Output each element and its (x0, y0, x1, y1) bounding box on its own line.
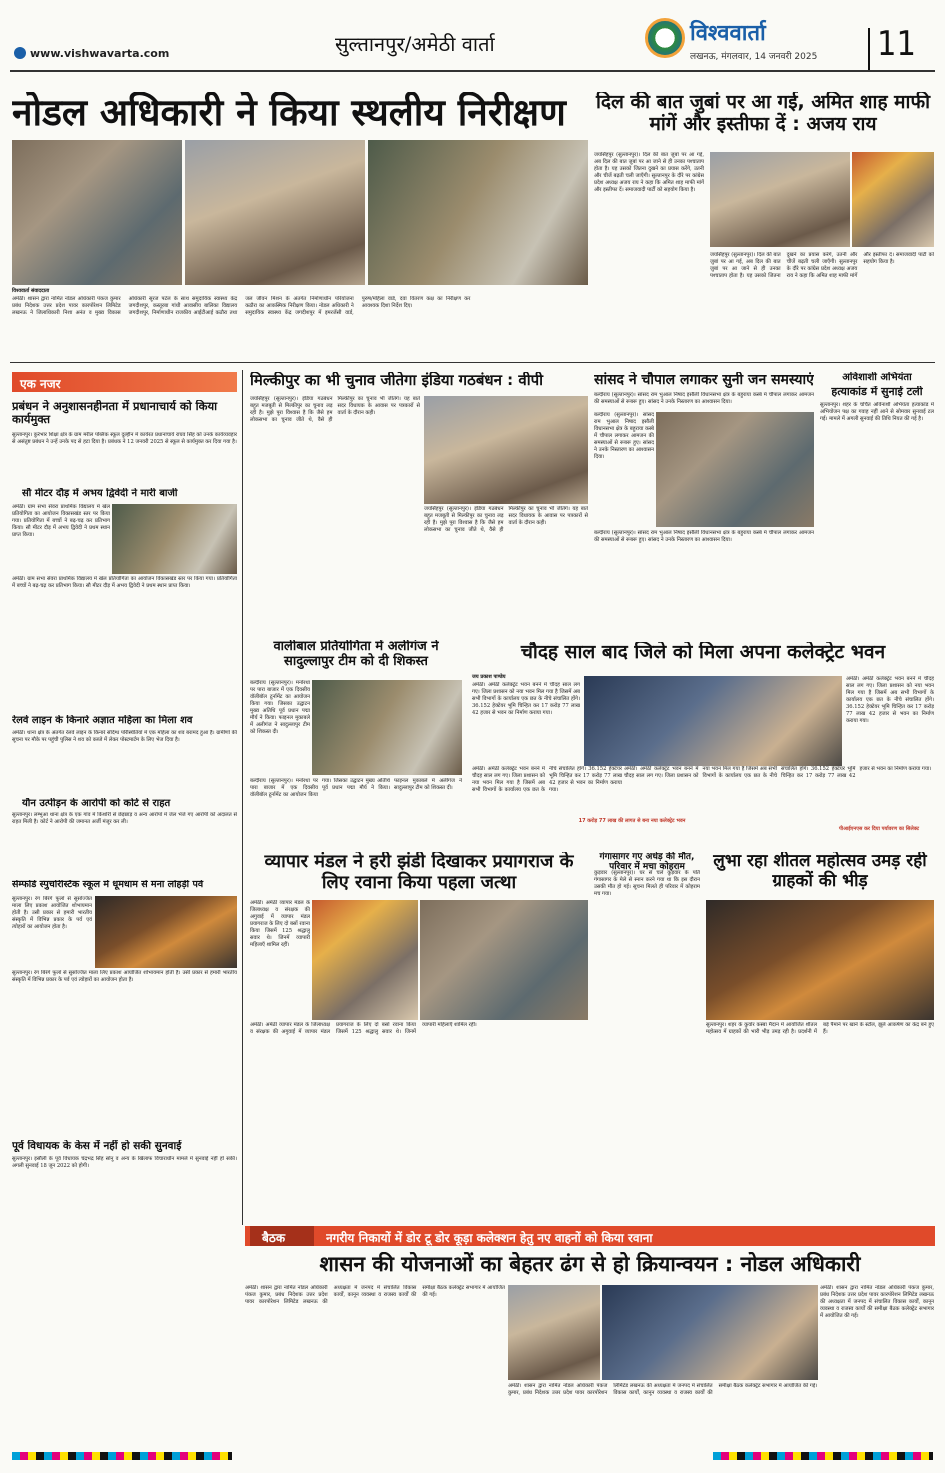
nazar-1-headline: प्रबंधन ने अनुशासनहीनता में प्रधानाचार्य को किया कार्यमुक्त (12, 400, 218, 427)
nazar-2-headline: सौ मीटर दौड़ में अभय द्विवेदी ने मारी बाजी (22, 488, 178, 499)
sansad-body-cont: बल्दीराय (सुल्तानपुर)। सांसद राम भुआल निषाद इसौली विधानसभा क्षेत्र के बहुराया कस्बे में चौपाल लगाकर आमजन की समस्याओं से रूबरू हुए। सांसद ने उनके निस्तारण का आश्वासन दिया। (594, 530, 814, 543)
page-number: 11 (877, 24, 916, 64)
collectorate-headline: चौदह साल बाद जिले को मिला अपना कलेक्ट्रेट भवन (520, 642, 886, 663)
column-rule (242, 370, 243, 1225)
collectorate-highlight-2: पीआईएनएस कर दिया पर्यावरण का सिलेक्ट (838, 826, 920, 832)
collectorate-side: अमेठी। अमेठी कलेक्ट्रेट भवन बनने में चौदह साल लग गए। जिला प्रशासन को नया भवन मिल गया है जिसमें अब सभी विभागों के कार्यालय एक छत के नीचे संचालित होंगे। 36.152 हेक्टेयर भूमि चिन्हित कर 17 करोड़ 77 लाख 42 हजार से भवन का निर्माण कराया गया। (846, 676, 934, 724)
bottom-photo-1 (508, 1285, 600, 1380)
collectorate-highlight-1: 17 करोड़ 77 लाख की लागत से बना नया कलेक्ट्रेट भवन (578, 818, 686, 824)
volleyball-body: बल्दीराय (सुल्तानपुर)। मनोरथा पर पारा बाजार में एक दिवसीय वॉलीबॉल टूर्नामेंट का आयोजन किया गया। जिसका उद्घाटन मुख्य अतिथि पूर्व प्रधान पद्मा मौर्य ने किया। फाइनल मुकाबले में अलीगंज ने सादुल्लापुर टीम को शिकस्त दी। (250, 680, 310, 735)
brand-name: विश्ववार्ता (690, 21, 766, 46)
collectorate-body: अमेठी। अमेठी कलेक्ट्रेट भवन बनने में चौदह साल लग गए। जिला प्रशासन को नया भवन मिल गया है जिसमें अब सभी विभागों के कार्यालय एक छत के नीचे संचालित होंगे। 36.152 हेक्टेयर भूमि चिन्हित कर 17 करोड़ 77 लाख 42 हजार से भवन का निर्माण कराया गया। (472, 682, 580, 716)
ek-nazar-label: एक नजर (20, 377, 61, 391)
sansad-body: बल्दीराय (सुल्तानपुर)। सांसद राम भुआल निषाद इसौली विधानसभा क्षेत्र के बहुराया कस्बे में चौपाल लगाकर आमजन की समस्याओं से रूबरू हुए। सांसद ने उनके निस्तारण का आश्वासन दिया। (594, 412, 654, 460)
nazar-4-headline: यौन उत्पीड़न के आरोपी को कोर्ट से राहत (22, 798, 171, 809)
lead-headline: नोडल अधिकारी ने किया स्थलीय निरीक्षण (12, 92, 566, 134)
color-registration-strip-right (713, 1452, 933, 1460)
vishwavarta-logo (645, 18, 685, 58)
collectorate-byline: जय प्रकाश पाण्डेय (472, 674, 506, 680)
nazar-6-body: सुल्तानपुर। इसौली के पूर्व विधायक चंद्रभद्र सिंह सोनू व अन्य के खिलाफ विचाराधीन मामले में सुनवाई नहीं हो सकी। अगली सुनवाई 18 जून 2022 को होगी। (12, 1156, 237, 1169)
lead-body: अमेठी। शासन द्वारा नामित नोडल अधिकारी पंकज कुमार प्रबंध निदेशक उत्तर प्रदेश पावर कारपोरेशन लिमिटेड लखनऊ ने जिलाधिकारी निशा अनंत व मुख्य विकास अधिकारी सूरज पटेल के साथ समुदायिक स्वास्थ्य केंद्र जगदीशपुर, कस्तूरबा गांधी आवासीय बालिका विद्यालय जगदीशपुर, निर्माणाधीन राजकीय आईटीआई कठौरा तथा जल जीवन मिशन के अंतर्गत निर्माणाधीन परियोजना कठौरा का आकस्मिक निरीक्षण किया। नोडल अधिकारी ने समुदायिक स्वास्थ्य केंद्र जगदीशपुर में इमरजेंसी वार्ड, पुरुष/महिला वार्ड, दवा वितरण कक्ष का निरीक्षण कर आवश्यक दिशा निर्देश दिए। (12, 296, 471, 316)
site-url[interactable]: www.vishwavarta.com (30, 47, 170, 60)
nazar-2-body-cont: अमेठी। ग्राम सभा सेवरा प्राथमिक विद्यालय में खेल प्रतियोगिता का आयोजन विकासखंड स्तर पर किया गया। प्रतियोगिता में बच्चों ने बढ़-चढ़ कर प्रतिभाग किया। सौ मीटर दौड़ में अभय द्विवेदी ने प्रथम स्थान प्राप्त किया। (12, 576, 237, 589)
nazar-5-photo (95, 896, 237, 968)
milkipur-body: जयसिंहपुर (सुल्तानपुर)। इंडिया गठबंधन बहुत मजबूती से मिल्कीपुर का चुनाव लड़ रही है। मुझे पूरा विश्वास है कि जैसे हम लोकसभा का चुनाव जीते थे, वैसे ही मिल्कीपुर का चुनाव भी जीतेंगे। यह बातें सदर विधायक के आवास पर पत्रकारों से वार्ता के दौरान कही। (250, 396, 420, 423)
prayagraj-body: अमेठी। अमेठी व्यापार मंडल के जिलाध्यक्ष व संरक्षक की अगुवाई में व्यापार मंडल प्रयागराज के लिए दो बसों रवाना किया जिसमें 125 श्रद्धालु सवार थे। जिनमें व्यापारी महिलाएँ शामिल रहीं। (250, 900, 310, 948)
amitshah-headline: दिल की बात जुबां पर आ गई, अमित शाह माफी मांगें और इस्तीफा दें : अजय राय (595, 92, 931, 135)
bottom-photo-2 (602, 1285, 818, 1380)
hayakand-headline: हत्याकांड में सुनाई टली (831, 386, 923, 398)
bottom-side: अमेठी। शासन द्वारा नामित नोडल अधिकारी पंकज कुमार, प्रबंध निदेशक उत्तर प्रदेश पावर कारपोरेशन लिमिटेड लखनऊ की अध्यक्षता में जनपद में संचालित विकास कार्यों, कानून व्यवस्था व राजस्व कार्यों की समीक्षा बैठक कलेक्ट्रेट सभागार में आयोजित की गई। (820, 1285, 934, 1319)
sheetal-headline: लुभा रहा शीतल महोत्सव उमड़ रही ग्राहकों की भीड़ (713, 852, 927, 891)
amitshah-photo-1 (710, 152, 850, 247)
row-rule-1 (10, 362, 935, 363)
nazar-3-headline: रेलवे लाइन के किनारे अज्ञात महिला का मिला शव (12, 715, 193, 726)
collectorate-photo (584, 676, 842, 766)
hayakand-body: सुल्तानपुर। शहर के चर्चित अविनाशी अभियंता हत्याकांड में अभियोजन पक्ष का गवाह नहीं आने से सोमवार सुनवाई टल गई। मामले में अगली सुनवाई की तिथि नियत की गई है। (820, 402, 934, 422)
nazar-4-body: सुल्तानपुर। लम्भुआ थाना क्षेत्र के एक गांव में किशोरी से छेड़छाड़ व अन्य आरोपों में जेल भेजे गए आरोपी को अदालत से राहत मिली है। कोर्ट ने आरोपी की जमानत अर्जी मंजूर कर ली। (12, 812, 237, 825)
collectorate-body-cont: अमेठी। अमेठी कलेक्ट्रेट भवन बनने में चौदह साल लग गए। जिला प्रशासन को नया भवन मिल गया है जिसमें अब सभी विभागों के कार्यालय एक छत के नीचे संचालित होंगे। 36.152 हेक्टेयर भूमि चिन्हित कर 17 करोड़ 77 लाख 42 हजार से भवन का निर्माण कराया गया। (472, 766, 622, 793)
sansad-headline: सांसद ने चौपाल लगाकर सुनी जन समस्याएं (594, 372, 814, 388)
gangasagar-headline: गंगासागर गए अधेड़ की मौत, परिवार में मचा कोहराम (599, 852, 695, 873)
browser-icon (14, 47, 26, 59)
sheetal-body: सुल्तानपुर। शहर के कुर्वार कस्बा मैदान में आयोजित शीतल महोत्सव में ग्राहकों की भारी भीड़ उमड़ रही है। प्रदर्शनी में बड़े पैमाने पर खाने के स्टॉल, झूले आकर्षण का केंद्र बने हुए हैं। (706, 1022, 934, 1035)
dateline: लखनऊ, मंगलवार, 14 जनवरी 2025 (690, 52, 818, 62)
sansad-lede: बल्दीराय (सुल्तानपुर)। सांसद राम भुआल निषाद इसौली विधानसभा क्षेत्र के बहुराया कस्बे में चौपाल लगाकर आमजन की समस्याओं से रूबरू हुए। सांसद ने उनके निस्तारण का आश्वासन दिया। (594, 392, 814, 405)
volleyball-body-cont: बल्दीराय (सुल्तानपुर)। मनोरथा पर पारा बाजार में एक दिवसीय वॉलीबॉल टूर्नामेंट का आयोजन किया गया। जिसका उद्घाटन मुख्य अतिथि पूर्व प्रधान पद्मा मौर्य ने किया। फाइनल मुकाबले में अलीगंज ने सादुल्लापुर टीम को शिकस्त दी। (250, 778, 462, 798)
amitshah-body-cont: जयसिंहपुर (सुल्तानपुर)। दिल की बात जुबां पर आ गई, अब दिल की बात जुबां पर आ जाने से ही उनका पश्चाताप होता है। यह उसको जितना दुखने का प्रयास करेंगे, उतनी और चीजें बढ़ती चली जाएँगी। सुल्तानपुर के दौरे पर कांग्रेस प्रदेश अध्यक्ष अजय राय ने कहा कि अमित शाह माफी मांगें और इस्तीफा दें। समाजवादी पार्टी को सहयोग किया है। (710, 252, 934, 279)
bottom-body-cont: अमेठी। शासन द्वारा नामित नोडल अधिकारी पंकज कुमार, प्रबंध निदेशक उत्तर प्रदेश पावर कारपोरेशन लिमिटेड लखनऊ की अध्यक्षता में जनपद में संचालित विकास कार्यों, कानून व्यवस्था व राजस्व कार्यों की समीक्षा बैठक कलेक्ट्रेट सभागार में आयोजित की गई। (508, 1383, 818, 1396)
bottom-body: अमेठी। शासन द्वारा नामित नोडल अधिकारी पंकज कुमार, प्रबंध निदेशक उत्तर प्रदेश पावर कारपोरेशन लिमिटेड लखनऊ की अध्यक्षता में जनपद में संचालित विकास कार्यों, कानून व्यवस्था व राजस्व कार्यों की समीक्षा बैठक कलेक्ट्रेट सभागार में आयोजित की गई। (245, 1285, 505, 1305)
sansad-photo (656, 412, 814, 527)
lead-photo-2 (185, 140, 365, 285)
milkipur-caption: जयसिंहपुर (सुल्तानपुर)। इंडिया गठबंधन बहुत मजबूती से मिल्कीपुर का चुनाव लड़ रही है। मुझे पूरा विश्वास है कि जैसे हम लोकसभा का चुनाव जीते थे, वैसे ही मिल्कीपुर का चुनाव भी जीतेंगे। यह बातें सदर विधायक के आवास पर पत्रकारों से वार्ता के दौरान कही। (424, 506, 588, 533)
milkipur-photo (424, 396, 588, 504)
nazar-2-photo (112, 504, 237, 574)
milkipur-headline: मिल्कीपुर का भी चुनाव जीतेगा इंडिया गठबंधन : वीपी (250, 372, 544, 389)
page-number-divider (868, 28, 870, 70)
color-registration-strip-left (12, 1452, 232, 1460)
volleyball-photo (312, 680, 462, 775)
nazar-1-body: सुल्तानपुर। कुरेभार शिक्षा क्षेत्र के ग्राम मरील पब्लिक स्कूल दुल्हीन में कार्यरत प्रधानाचार्य राघव सिंह को उनके कार्यव्यवहार से असंतुष्ट प्रबंधन ने उन्हें उनके पद से हटा दिया है। प्रबंधक ने 12 जनवरी 2025 से स्कूल से कार्यमुक्त कर दिया गया है। (12, 432, 237, 445)
amitshah-photo-2 (852, 152, 934, 247)
masthead-rule (10, 70, 935, 72)
prayagraj-photo-1 (312, 900, 418, 1020)
lead-photo-1 (12, 140, 182, 285)
amitshah-body: जयसिंहपुर (सुल्तानपुर)। दिल की बात जुबां पर आ गई, अब दिल की बात जुबां पर आ जाने से ही उनका पश्चाताप होता है। यह उसको जितना दुखने का प्रयास करेंगे, उतनी और चीजें बढ़ती चली जाएँगी। सुल्तानपुर के दौरे पर कांग्रेस प्रदेश अध्यक्ष अजय राय ने कहा कि अमित शाह माफी मांगें और इस्तीफा दें। समाजवादी पार्टी को सहयोग किया है। (594, 152, 704, 193)
gangasagar-body: कुड़वार (सुल्तानपुर)। घर से चले कुड़वार के पति गंगासागर के मेले से स्नान करने गया था कि इस दौरान उसकी मौत हो गई। सूचना मिलते ही परिवार में कोहराम मच गया। (594, 870, 700, 897)
nazar-6-headline: पूर्व विधायक के केस में नहीं हो सकी सुनवाई (12, 1140, 182, 1152)
section-title: सुल्तानपुर/अमेठी वार्ता (335, 32, 495, 56)
prayagraj-headline: व्यापार मंडल ने हरी झंडी दिखाकर प्रयागराज के लिए रवाना किया पहला जत्था (264, 852, 574, 893)
prayagraj-photo-2 (420, 900, 588, 1020)
lead-byline: विश्ववार्ता संवाददाता (12, 288, 50, 294)
nazar-5-body-cont: सुल्तानपुर। रंग बिरंगे फूलों से सुसज्जित माला लिए प्रकाश आयोजित शोभायमान होती है। उसी प्रकार से हमारी भारतीय संस्कृति में विभिन्न प्रकार के पर्व एवं त्योहारों का आयोजन होता है। (12, 970, 237, 983)
baithak-text: नगरीय निकायों में डोर टू डोर कूड़ा कलेक्शन हेतु नए वाहनों को किया रवाना (326, 1231, 653, 1245)
nazar-2-body: अमेठी। ग्राम सभा सेवरा प्राथमिक विद्यालय में खेल प्रतियोगिता का आयोजन विकासखंड स्तर पर किया गया। प्रतियोगिता में बच्चों ने बढ़-चढ़ कर प्रतिभाग किया। सौ मीटर दौड़ में अभय द्विवेदी ने प्रथम स्थान प्राप्त किया। (12, 504, 110, 538)
nazar-5-body: सुल्तानपुर। रंग बिरंगे फूलों से सुसज्जित माला लिए प्रकाश आयोजित शोभायमान होती है। उसी प्रकार से हमारी भारतीय संस्कृति में विभिन्न प्रकार के पर्व एवं त्योहारों का आयोजन होता है। (12, 896, 92, 930)
hayakand-kicker: अविशाशी अभियंता (842, 372, 912, 383)
volleyball-headline: वालीबाल प्रतियोगिता में अलीगंज ने सादुल्लापुर टीम को दी शिकस्त (273, 640, 439, 669)
nazar-5-headline: सेम्फोर्ड स्पुचरिस्टिक स्कूल में धूमधाम से मना लोहड़ी पर्व (12, 880, 204, 890)
baithak-label: बैठक (262, 1231, 286, 1245)
prayagraj-body-cont: अमेठी। अमेठी व्यापार मंडल के जिलाध्यक्ष व संरक्षक की अगुवाई में व्यापार मंडल प्रयागराज के लिए दो बसों रवाना किया जिसमें 125 श्रद्धालु सवार थे। जिनमें व्यापारी महिलाएँ शामिल रहीं। (250, 1022, 477, 1035)
bottom-headline: शासन की योजनाओं का बेहतर ढंग से हो क्रियान्वयन : नोडल अधिकारी (319, 1252, 861, 1276)
lead-photo-3 (368, 140, 588, 285)
collectorate-body-more: अमेठी। अमेठी कलेक्ट्रेट भवन बनने में चौदह साल लग गए। जिला प्रशासन को नया भवन मिल गया है जिसमें अब सभी विभागों के कार्यालय एक छत के नीचे संचालित होंगे। 36.152 हेक्टेयर भूमि चिन्हित कर 17 करोड़ 77 लाख 42 हजार से भवन का निर्माण कराया गया। (624, 766, 932, 779)
nazar-3-body: अमेठी। थाना क्षेत्र के अंतर्गत रेलवे लाइन के किनारे संदिग्ध परिस्थितियों में एक महिला का शव बरामद हुआ है। ग्रामीणों की सूचना पर मौके पर पहुंची पुलिस ने शव को कब्जे में लेकर पोस्टमार्टम के लिए भेज दिया है। (12, 730, 237, 743)
sheetal-photo (706, 900, 934, 1020)
